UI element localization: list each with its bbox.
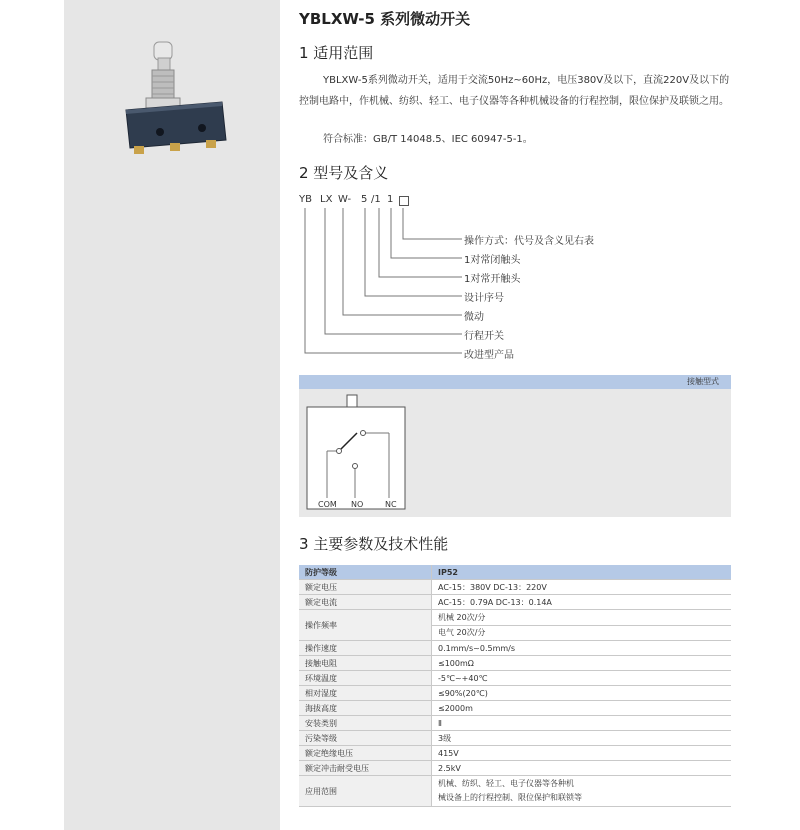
spec-label: 操作速度 <box>299 641 432 656</box>
spec-value-line: 械设备上的行程控制、限位保护和联锁等 <box>438 793 582 802</box>
table-row <box>299 656 731 671</box>
spec-value <box>432 776 732 807</box>
spec-value: -5℃~+40℃ <box>432 671 732 686</box>
terminal-com: COM <box>318 500 337 509</box>
spec-table <box>299 565 731 807</box>
spec-label: 污染等级 <box>299 731 432 746</box>
spec-value: AC-15：0.79A DC-13：0.14A <box>432 595 732 610</box>
meaning-label: 行程开关 <box>464 331 504 342</box>
spec-value: ≤2000m <box>432 701 732 716</box>
spec-value: IP52 <box>432 565 732 580</box>
spec-label: 环境温度 <box>299 671 432 686</box>
table-row <box>299 761 731 776</box>
code-part: W- <box>338 194 352 205</box>
switch-schematic <box>299 389 429 517</box>
spec-value: 0.1mm/s~0.5mm/s <box>432 641 732 656</box>
terminal-nc: NC <box>385 500 397 509</box>
spec-label: 防护等级 <box>299 565 432 580</box>
spec-value: Ⅱ <box>432 716 732 731</box>
spec-label: 接触电阻 <box>299 656 432 671</box>
code-part: /1 <box>371 194 381 205</box>
table-row <box>299 671 731 686</box>
meaning-label: 1对常闭触头 <box>464 255 521 266</box>
code-part: YB <box>299 194 312 205</box>
spec-value: 3级 <box>432 731 732 746</box>
table-row <box>299 610 731 641</box>
spec-value-line: 机械 20次/分 <box>432 611 731 626</box>
terminal-no: NO <box>351 500 364 509</box>
table-row <box>299 776 731 807</box>
section3-heading: 3 主要参数及技术性能 <box>299 535 449 553</box>
contact-type-panel <box>299 375 731 517</box>
code-part: LX <box>320 194 333 205</box>
spec-label: 相对湿度 <box>299 686 432 701</box>
spec-value-line: 电气 20次/分 <box>438 627 486 637</box>
table-row <box>299 580 731 595</box>
table-row <box>299 565 731 580</box>
spec-label: 额定电流 <box>299 595 432 610</box>
meaning-label: 微动 <box>464 312 484 323</box>
table-row <box>299 595 731 610</box>
page-title: YBLXW-5 系列微动开关 <box>299 10 471 28</box>
spec-label: 应用范围 <box>299 776 432 807</box>
section1-paragraph: YBLXW-5系列微动开关，适用于交流50Hz~60Hz，电压380V及以下，直流220V及以下的控制电路中，作机械、纺织、轻工、电子仪器等各种机械设备的行程控制，限位保护及联锁之用。 <box>299 75 730 107</box>
table-row <box>299 701 731 716</box>
code-part: 5 <box>361 194 368 205</box>
table-row <box>299 746 731 761</box>
spec-label: 操作频率 <box>299 610 432 641</box>
table-row <box>299 641 731 656</box>
spec-value: ≤100mΩ <box>432 656 732 671</box>
spec-label: 海拔高度 <box>299 701 432 716</box>
table-row <box>299 686 731 701</box>
left-image-panel <box>64 0 280 830</box>
model-bracket-lines <box>299 206 469 356</box>
spec-value: ≤90%(20℃) <box>432 686 732 701</box>
section1-heading: 1 适用范围 <box>299 44 374 62</box>
contact-type-header-label: 接触型式 <box>687 377 719 386</box>
code-part: 1 <box>387 194 394 205</box>
meaning-label: 1对常开触头 <box>464 274 521 285</box>
spec-value: 415V <box>432 746 732 761</box>
spec-label: 安装类别 <box>299 716 432 731</box>
spec-label: 额定电压 <box>299 580 432 595</box>
spec-value: AC-15：380V DC-13：220V <box>432 580 732 595</box>
section2-heading: 2 型号及含义 <box>299 164 389 182</box>
meaning-label: 操作方式：代号及含义见右表 <box>464 236 594 247</box>
spec-value <box>432 610 732 641</box>
micro-switch-product-image <box>122 36 232 166</box>
spec-value-line: 机械、纺织、轻工、电子仪器等各种机 <box>438 779 574 788</box>
operation-code-box <box>399 196 409 206</box>
contact-type-header <box>299 375 731 389</box>
table-row <box>299 716 731 731</box>
standard-text: 符合标准：GB/T 14048.5、IEC 60947-5-1。 <box>323 134 533 145</box>
table-row <box>299 731 731 746</box>
spec-value: 2.5kV <box>432 761 732 776</box>
spec-label: 额定冲击耐受电压 <box>299 761 432 776</box>
meaning-label: 改进型产品 <box>464 350 514 361</box>
meaning-label: 设计序号 <box>464 293 504 304</box>
spec-label: 额定绝缘电压 <box>299 746 432 761</box>
